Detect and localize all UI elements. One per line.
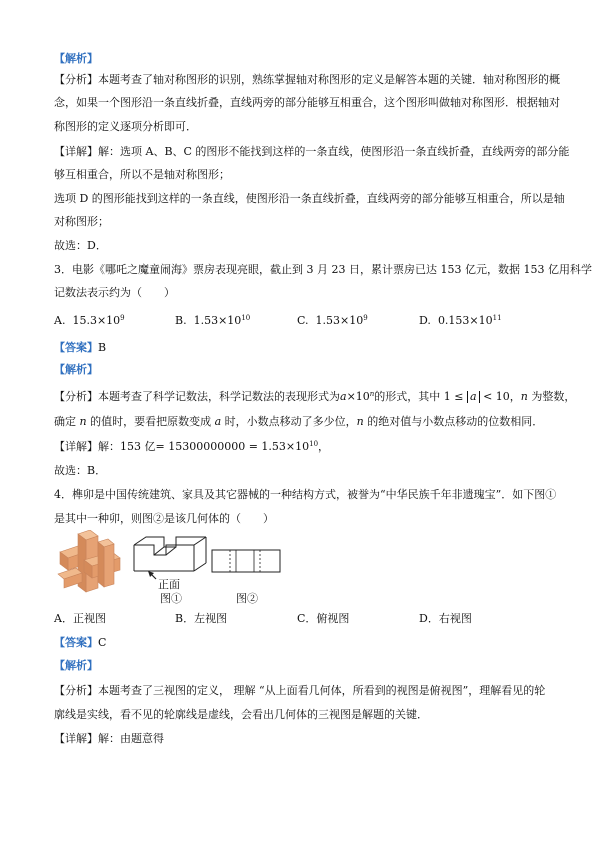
figure-1-block-diagram (128, 533, 210, 581)
q3-option-c: C. $1.53\times 10^9$ (297, 314, 368, 327)
q4-option-c: C．俯视图 (297, 612, 350, 625)
wooden-mortise-photo (54, 530, 122, 596)
q3-xiangjie: 【详解】解：153 亿= $15300000000 = 1.53\times 10^{10}$， (54, 440, 330, 453)
q2-fenxi-line-3: 称图形的定义逐项分析即可． (54, 120, 197, 133)
q3-jiexi-label: 【解析】 (54, 363, 98, 376)
q2-xiangjie-line-1: 【详解】解：选项 A、B、C 的图形不能找到这样的一条直线，使图形沿一条直线折叠，直线两旁的部分能 (54, 145, 570, 158)
q4-stem-line-1: 4．榫卯是中国传统建筑、家具及其它器械的一种结构方式，被誉为“中华民族千年非遗瑰宝”．如下图① (54, 488, 557, 501)
q4-jiexi-label: 【解析】 (54, 659, 98, 672)
q3-conclusion: 故选：B． (54, 464, 107, 477)
q3-stem-line-2: 记数法表示约为（ ） (54, 286, 175, 299)
q4-option-a: A．正视图 (54, 612, 106, 625)
q3-stem-line-1: 3．电影《哪吒之魔童闹海》票房表现亮眼，截止到 3 月 23 日，累计票房已达 153 亿元，数据 153 亿用科学 (54, 263, 592, 276)
figure-2-caption: 图② (236, 592, 258, 605)
q2-xiangjie-line-3: 选项 D 的图形能找到这样的一条直线，使图形沿一条直线折叠，直线两旁的部分能够互相重合，所以是轴 (54, 192, 565, 205)
q2-fenxi-line-2: 念，如果一个图形沿一条直线折叠，直线两旁的部分能够互相重合，这个图形叫做轴对称图形．根据轴对 (54, 96, 560, 109)
q2-xiangjie-line-4: 对称图形； (54, 215, 109, 228)
q2-jiexi-label: 【解析】 (54, 52, 98, 65)
q4-xiangjie: 【详解】解：由题意得 (54, 732, 164, 745)
q2-fenxi-line-1: 【分析】本题考查了轴对称图形的识别，熟练掌握轴对称图形的定义是解答本题的关键．轴对称图形的概 (54, 73, 560, 86)
q4-fenxi-line-2: 廓线是实线，看不见的轮廓线是虚线，会看出几何体的三视图是解题的关键． (54, 708, 428, 721)
q3-answer: 【答案】B (54, 341, 107, 354)
q3-fenxi-line-2: 确定 n 的值时，要看把原数变成 a 时，小数点移动了多少位，n 的绝对值与小数点移动的位数相同． (54, 415, 544, 428)
q4-option-b: B．左视图 (175, 612, 228, 625)
front-view-label: 正面 (158, 578, 180, 591)
figure-1-caption: 图① (160, 592, 182, 605)
q2-xiangjie-line-2: 够互相重合，所以不是轴对称图形； (54, 168, 230, 181)
q4-option-d: D．右视图 (419, 612, 472, 625)
q3-fenxi-line-1: 【分析】本题考查了科学记数法，科学记数法的表现形式为$a\times 10^n$的形式，其中 1 ≤ a < 10，n 为整数， (54, 390, 576, 403)
q4-answer: 【答案】C (54, 636, 107, 649)
q2-conclusion: 故选：D． (54, 239, 107, 252)
q4-fenxi-line-1: 【分析】本题考查了三视图的定义， 理解 “从上面看几何体，所看到的视图是俯视图”，理解看见的轮 (54, 684, 546, 697)
q3-option-b: B. $1.53\times 10^{10}$ (175, 314, 251, 327)
q3-option-a: A. $15.3\times 10^9$ (54, 314, 125, 327)
q3-option-d: D. $0.153\times 10^{11}$ (419, 314, 502, 327)
q4-stem-line-2: 是其中一种卯，则图②是该几何体的（ ） (54, 512, 274, 525)
figure-2-top-view (210, 548, 284, 574)
